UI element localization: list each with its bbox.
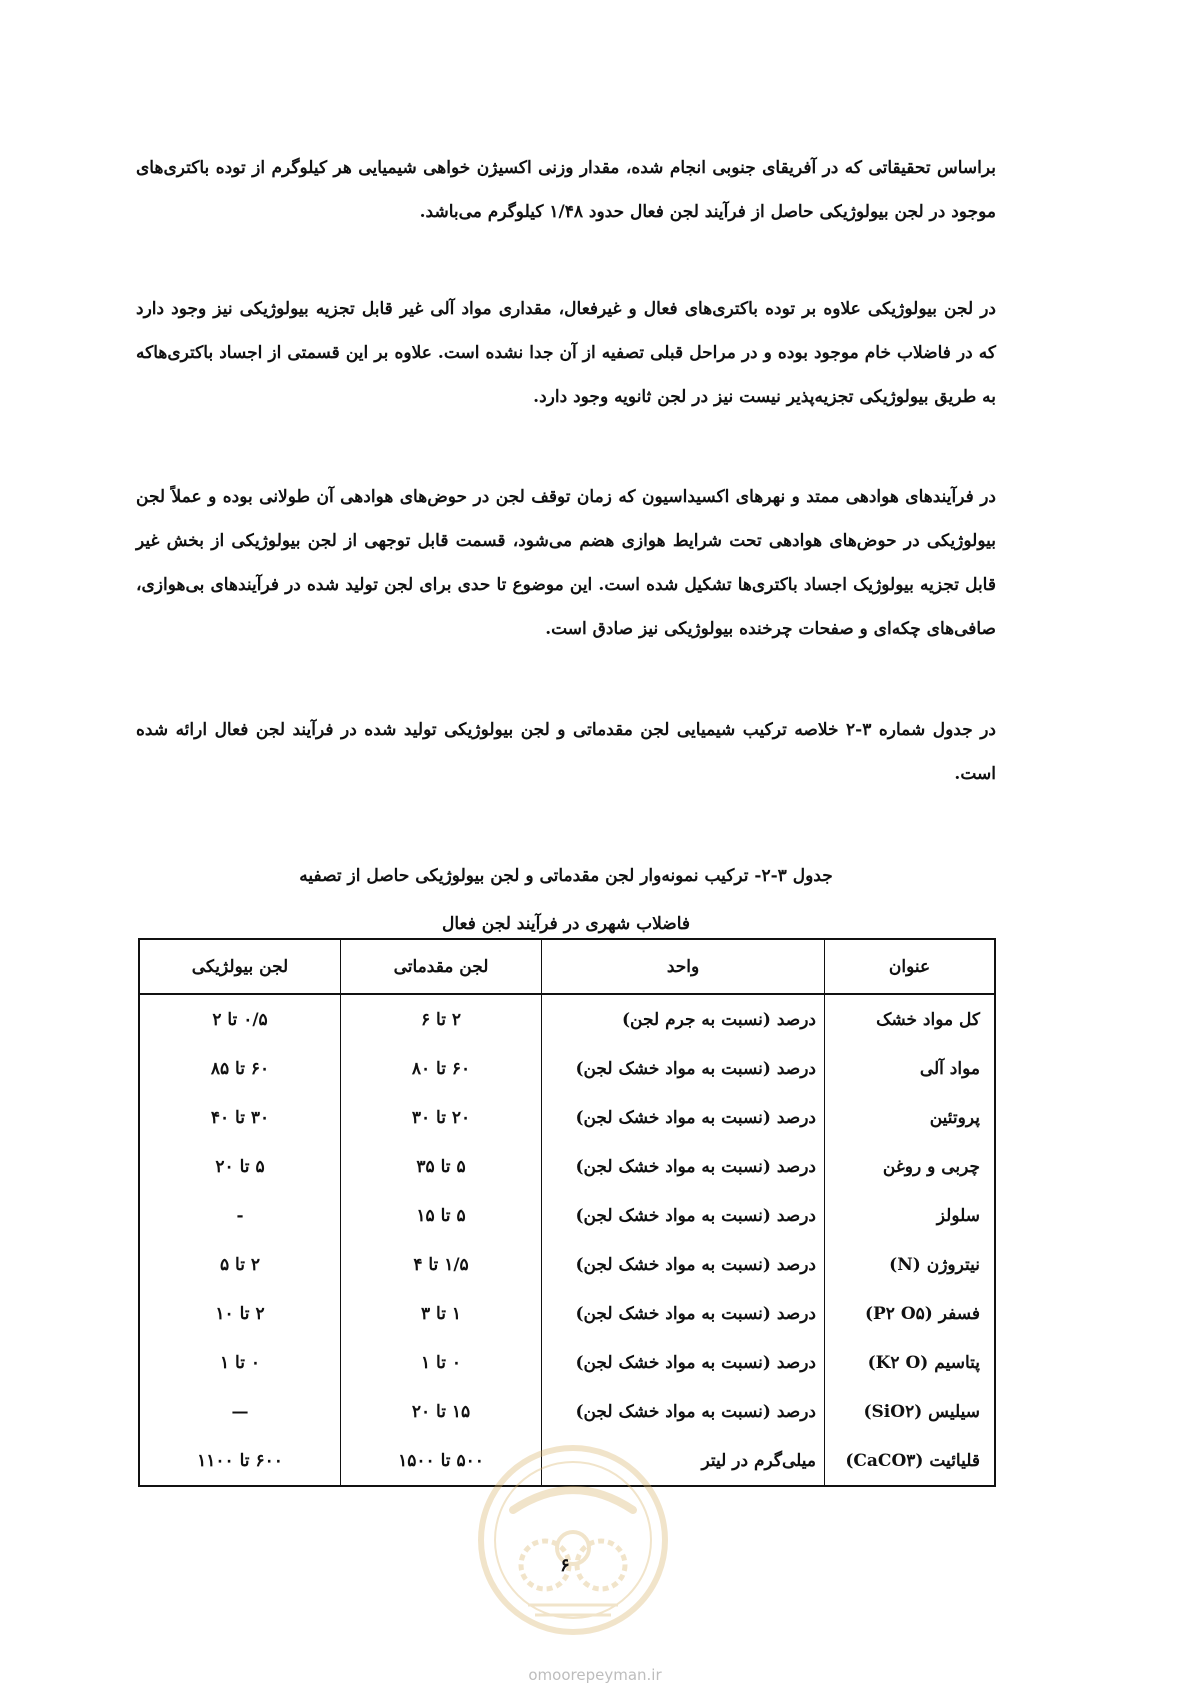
cell-unit: میلی‌گرم در لیتر [542,1436,825,1486]
cell-primary: ۱ تا ۳ [341,1289,542,1338]
table-row [139,1240,995,1289]
header-unit: واحد [542,939,825,994]
cell-title: مواد آلی [825,1044,996,1093]
cell-primary: ۲۰ تا ۳۰ [341,1093,542,1142]
cell-unit: درصد (نسبت به مواد خشک لجن) [542,1289,825,1338]
cell-primary: ۰ تا ۱ [341,1338,542,1387]
cell-title: فسفر (P۲ O۵) [825,1289,996,1338]
table-caption-line-2: فاضلاب شهری در فرآیند لجن فعال [442,914,690,934]
paragraph-extended-aeration: در فرآیندهای هوادهی ممتد و نهرهای اکسیداسیون که زمان توقف لجن در حوض‌های هوادهی آن طولانی بوده و عملاً لجن بیولوژیکی در حوض‌های هوادهی تحت شرایط هوازی هضم می‌شود، قسمت قابل توجهی از لجن بیولوژیکی از بخش غیر قابل تجزیه بیولوژیک اجساد باکتری‌ها تشکیل شده است. این موضوع تا حدی برای لجن تولید شده در فرآیندهای بی‌هوازی، صافی‌های چکه‌ای و صفحات چرخنده بیولوژیکی نیز صادق است. [136,487,996,639]
paragraph-table-intro: در جدول شماره ۳-۲ خلاصه ترکیب شیمیایی لجن مقدماتی و لجن بیولوژیکی تولید شده در فرآیند لجن فعال ارائه شده است. [136,720,996,784]
cell-biological: ۰ تا ۱ [219,1352,261,1373]
cell-title: پروتئین [825,1093,996,1142]
table-row [139,1142,995,1191]
cell-title: پتاسیم (K۲ O) [825,1338,996,1387]
sludge-composition-table [138,938,996,1487]
table-row [139,1338,995,1387]
table-row [139,994,995,1044]
table-header-row [139,939,995,994]
cell-primary: ۲ تا ۶ [341,994,542,1044]
cell-biological: ۳۰ تا ۴۰ [210,1107,270,1128]
table-caption-line-1: جدول ۳-۲- ترکیب نمونه‌وار لجن مقدماتی و لجن بیولوژیکی حاصل از تصفیه [299,866,833,886]
paragraph-nonbiodegradable-organics: در لجن بیولوژیکی علاوه بر توده باکتری‌های فعال و غیرفعال، مقداری مواد آلی غیر قابل تجزیه بیولوژیکی نیز وجود دارد که در فاضلاب خام موجود بوده و در مراحل قبلی تصفیه از آن جدا نشده است. علاوه بر این قسمتی از اجساد باکتری‌هاکه به طریق بیولوژیکی تجزیه‌پذیر نیست نیز در لجن ثانویه وجود دارد. [136,299,996,407]
cell-title: سیلیس (SiO۲) [825,1387,996,1436]
cell-unit: درصد (نسبت به مواد خشک لجن) [542,1191,825,1240]
cell-title: قلیائیت (CaCO۳) [825,1436,996,1486]
cell-biological: ۰/۵ تا ۲ [212,1009,268,1030]
cell-unit: درصد (نسبت به مواد خشک لجن) [542,1044,825,1093]
watermark-site-url: omoorepeyman.ir [528,1666,662,1684]
cell-biological: — [231,1401,249,1422]
cell-primary: ۵ تا ۳۵ [341,1142,542,1191]
cell-biological: ۶۰ تا ۸۵ [210,1058,270,1079]
cell-primary: ۶۰ تا ۸۰ [341,1044,542,1093]
cell-unit: درصد (نسبت به مواد خشک لجن) [542,1240,825,1289]
table-row [139,1044,995,1093]
cell-title: چربی و روغن [825,1142,996,1191]
table-row [139,1289,995,1338]
cell-primary: ۵۰۰ تا ۱۵۰۰ [341,1436,542,1486]
cell-biological: ۶۰۰ تا ۱۱۰۰ [197,1450,283,1471]
cell-unit: درصد (نسبت به مواد خشک لجن) [542,1338,825,1387]
header-biological-sludge: لجن بیولژیکی [139,939,341,994]
paragraph-cod-south-africa: براساس تحقیقاتی که در آفریقای جنوبی انجام شده، مقدار وزنی اکسیژن خواهی شیمیایی هر کیلوگرم از توده باکتری‌های موجود در لجن بیولوژیکی حاصل از فرآیند لجن فعال حدود ۱/۴۸ کیلوگرم می‌باشد. [136,158,996,222]
cell-biological: ۵ تا ۲۰ [215,1156,265,1177]
cell-unit: درصد (نسبت به مواد خشک لجن) [542,1093,825,1142]
cell-unit: درصد (نسبت به جرم لجن) [542,994,825,1044]
header-primary-sludge: لجن مقدماتی [341,939,542,994]
cell-biological: - [236,1205,244,1226]
cell-title: کل مواد خشک [825,994,996,1044]
cell-primary: ۱۵ تا ۲۰ [341,1387,542,1436]
cell-unit: درصد (نسبت به مواد خشک لجن) [542,1142,825,1191]
watermark-logo [473,1440,673,1640]
cell-unit: درصد (نسبت به مواد خشک لجن) [542,1387,825,1436]
cell-title: نیتروژن (N) [825,1240,996,1289]
watermark-seal-icon [473,1440,673,1640]
page-number: ۶ [560,1555,570,1576]
cell-biological: ۲ تا ۱۰ [215,1303,265,1324]
cell-primary: ۱/۵ تا ۴ [341,1240,542,1289]
table-row [139,1093,995,1142]
header-title: عنوان [825,939,996,994]
cell-biological: ۲ تا ۵ [219,1254,261,1275]
table-row [139,1191,995,1240]
cell-title: سلولز [825,1191,996,1240]
table-row [139,1387,995,1436]
cell-primary: ۵ تا ۱۵ [341,1191,542,1240]
